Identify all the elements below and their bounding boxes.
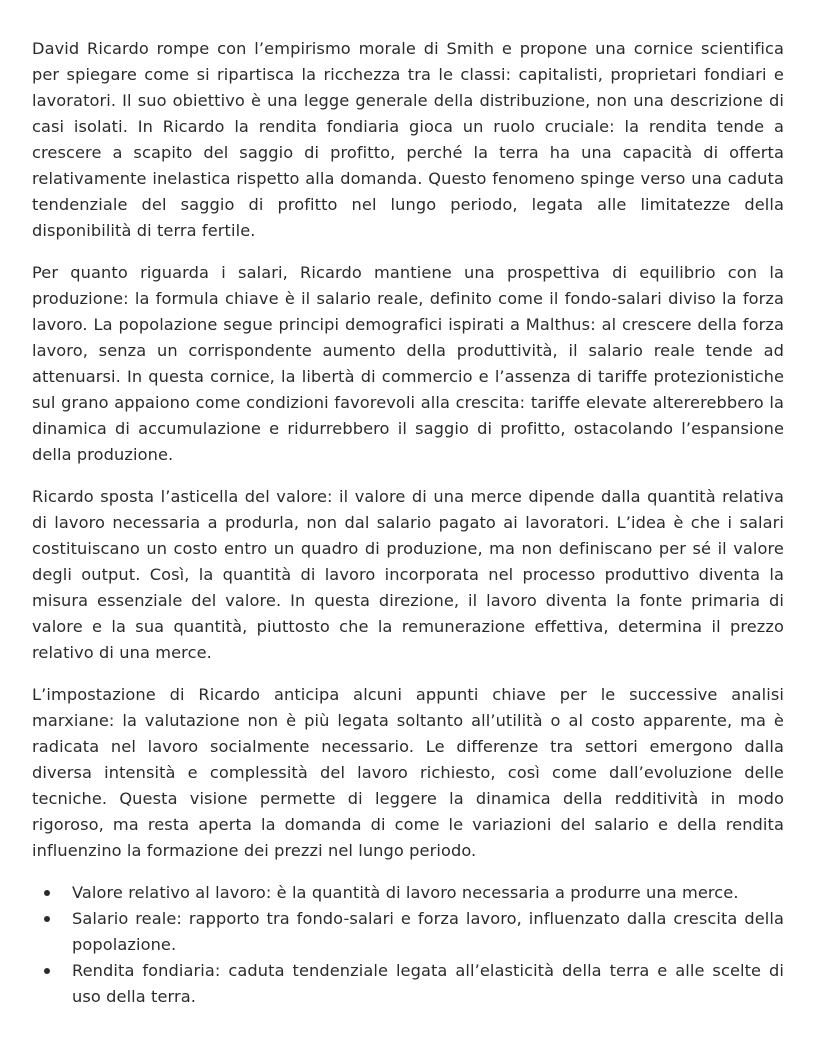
bullet-dot-icon (44, 916, 50, 922)
summary-bullet-list (32, 880, 784, 1010)
list-item-text: Salario reale: rapporto tra fondo-salari e forza lavoro, influenzato dalla crescita della popolazione. (72, 909, 784, 954)
bullet-dot-icon (44, 890, 50, 896)
paragraph-wages: Per quanto riguarda i salari, Ricardo mantiene una prospettiva di equilibrio con la produzione: la formula chiave è il salario reale, definito come il fondo-salari diviso la forza lavoro. La popolazione segue principi demografici ispirati a Malthus: al crescere della forza lavoro, senza un corrispondente aumento della produttività, il salario reale tende ad attenuarsi. In questa cornice, la libertà di commercio e l’assenza di tariffe protezionistiche sul grano appaiono come condizioni favorevoli alla crescita: tariffe elevate altererebbero la dinamica di accumulazione e ridurrebbero il saggio di profitto, ostacolando l’espansione della produzione. (32, 263, 784, 464)
paragraph-ricardo-distribution: David Ricardo rompe con l’empirismo morale di Smith e propone una cornice scientifica per spiegare come si ripartisca la ricchezza tra le classi: capitalisti, proprietari fondiari e lavoratori. Il suo obiettivo è una legge generale della distribuzione, non una descrizione di casi isolati. In Ricardo la rendita fondiaria gioca un ruolo cruciale: la rendita tende a crescere a scapito del saggio di profitto, perché la terra ha una capacità di offerta relativamente inelastica rispetto alla domanda. Questo fenomeno spinge verso una caduta tendenziale del saggio di profitto nel lungo periodo, legata alle limitatezze della disponibilità di terra fertile. (32, 39, 784, 240)
list-item (32, 958, 784, 1010)
paragraph-marxian-anticipation: L’impostazione di Ricardo anticipa alcuni appunti chiave per le successive analisi marxiane: la valutazione non è più legata soltanto all’utilità o al costo apparente, ma è radicata nel lavoro socialmente necessario. Le differenze tra settori emergono dalla diversa intensità e complessità del lavoro richiesto, così come dall’evoluzione delle tecniche. Questa visione permette di leggere la dinamica della redditività in modo rigoroso, ma resta aperta la domanda di come le variazioni del salario e della rendita influenzino la formazione dei prezzi nel lungo periodo. (32, 685, 784, 860)
list-item (32, 906, 784, 958)
paragraph-labor-value: Ricardo sposta l’asticella del valore: il valore di una merce dipende dalla quantità relativa di lavoro necessaria a produrla, non dal salario pagato ai lavoratori. L’idea è che i salari costituiscano un costo entro un quadro di produzione, ma non definiscano per sé il valore degli output. Così, la quantità di lavoro incorporata nel processo produttivo diventa la misura essenziale del valore. In questa direzione, il lavoro diventa la fonte primaria di valore e la sua quantità, piuttosto che la remunerazione effettiva, determina il prezzo relativo di una merce. (32, 487, 784, 662)
document-page (32, 36, 784, 1010)
list-item-text: Valore relativo al lavoro: è la quantità di lavoro necessaria a produrre una merce. (72, 883, 739, 902)
bullet-dot-icon (44, 968, 50, 974)
list-item-text: Rendita fondiaria: caduta tendenziale legata all’elasticità della terra e alle scelte di uso della terra. (72, 961, 784, 1006)
list-item (32, 880, 784, 906)
